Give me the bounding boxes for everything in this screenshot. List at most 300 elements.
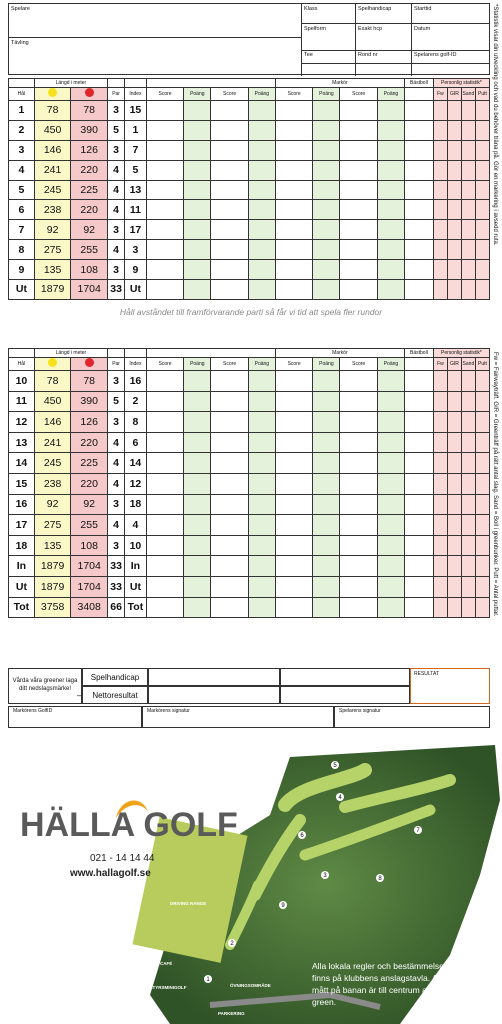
stat-input-cell[interactable] [461,432,475,453]
poang-input-cell[interactable] [313,220,340,240]
score-input-cell[interactable] [211,515,249,536]
stat-input-cell[interactable] [447,576,461,597]
poang-input-cell[interactable] [313,260,340,280]
score-input-cell[interactable] [211,556,249,577]
score-input-cell[interactable] [146,200,184,220]
poang-input-cell[interactable] [378,280,405,300]
bastboll-header: Bästboll [404,79,433,88]
bastboll-input-cell[interactable] [404,200,433,220]
poang-label: Poäng [248,358,275,371]
stat-input-cell[interactable] [447,240,461,260]
score-input-cell[interactable] [275,371,313,392]
score-input-cell[interactable] [146,494,184,515]
poang-input-cell[interactable] [378,120,405,140]
score-input-cell[interactable] [146,180,184,200]
score-input-cell[interactable] [340,473,378,494]
bastboll-input-cell[interactable] [404,556,433,577]
stat-input-cell[interactable] [433,432,447,453]
poang-input-cell[interactable] [313,453,340,474]
stat-input-cell[interactable] [475,120,489,140]
score-input-cell[interactable] [275,515,313,536]
resultat-box[interactable] [410,668,490,704]
poang-input-cell[interactable] [184,101,211,121]
poang-input-cell[interactable] [248,576,275,597]
score-input-cell[interactable] [340,260,378,280]
bastboll-input-cell[interactable] [404,220,433,240]
poang-input-cell[interactable] [378,140,405,160]
score-input-cell[interactable] [146,556,184,577]
poang-input-cell[interactable] [248,473,275,494]
poang-input-cell[interactable] [184,494,211,515]
website-link[interactable]: www.hallagolf.se [70,868,151,879]
score-input-cell[interactable] [340,220,378,240]
score-input-cell[interactable] [340,140,378,160]
stat-input-cell[interactable] [447,280,461,300]
score-input-cell[interactable] [340,120,378,140]
stat-input-cell[interactable] [447,556,461,577]
hole-cell: 14 [9,453,35,474]
stat-input-cell[interactable] [447,371,461,392]
poang-input-cell[interactable] [313,391,340,412]
poang-input-cell[interactable] [378,101,405,121]
stat-input-cell[interactable] [461,120,475,140]
bastboll-input-cell[interactable] [404,412,433,433]
poang-input-cell[interactable] [248,280,275,300]
stat-input-cell[interactable] [433,140,447,160]
poang-input-cell[interactable] [378,473,405,494]
stat-input-cell[interactable] [475,453,489,474]
poang-input-cell[interactable] [248,260,275,280]
score-input-cell[interactable] [275,556,313,577]
stat-input-cell[interactable] [475,494,489,515]
score-input-cell[interactable] [340,494,378,515]
poang-input-cell[interactable] [184,432,211,453]
poang-input-cell[interactable] [313,371,340,392]
poang-input-cell[interactable] [248,412,275,433]
poang-input-cell[interactable] [378,220,405,240]
score-input-cell[interactable] [340,240,378,260]
poang-input-cell[interactable] [184,597,211,618]
score-input-cell[interactable] [275,576,313,597]
poang-input-cell[interactable] [313,432,340,453]
score-input-cell[interactable] [275,200,313,220]
bastboll-input-cell[interactable] [404,597,433,618]
stat-input-cell[interactable] [461,220,475,240]
poang-input-cell[interactable] [184,535,211,556]
score-input-cell[interactable] [211,597,249,618]
stat-input-cell[interactable] [447,220,461,240]
poang-input-cell[interactable] [313,597,340,618]
stat-input-cell[interactable] [447,391,461,412]
stat-input-cell[interactable] [475,432,489,453]
bastboll-input-cell[interactable] [404,432,433,453]
score-input-cell[interactable] [146,535,184,556]
score-input-cell[interactable] [275,432,313,453]
bastboll-input-cell[interactable] [404,180,433,200]
stat-input-cell[interactable] [447,453,461,474]
bastboll-input-cell[interactable] [404,473,433,494]
score-input-cell[interactable] [211,576,249,597]
score-input-cell[interactable] [146,453,184,474]
stat-input-cell[interactable] [475,391,489,412]
score-input-cell[interactable] [146,220,184,240]
poang-input-cell[interactable] [184,120,211,140]
score-input-cell[interactable] [275,453,313,474]
score-input-cell[interactable] [211,220,249,240]
stat-input-cell[interactable] [433,160,447,180]
poang-input-cell[interactable] [184,391,211,412]
stat-input-cell[interactable] [461,180,475,200]
bastboll-input-cell[interactable] [404,120,433,140]
stat-input-cell[interactable] [461,140,475,160]
stat-input-cell[interactable] [433,180,447,200]
score-input-cell[interactable] [211,494,249,515]
poang-input-cell[interactable] [378,160,405,180]
poang-input-cell[interactable] [248,371,275,392]
stat-input-cell[interactable] [475,412,489,433]
putt-label: Putt [475,88,489,101]
spelhandicap-field[interactable] [148,668,280,686]
poang-input-cell[interactable] [184,515,211,536]
stat-input-cell[interactable] [433,391,447,412]
stat-input-cell[interactable] [475,220,489,240]
score-input-cell[interactable] [275,473,313,494]
stat-input-cell[interactable] [433,556,447,577]
score-input-cell[interactable] [340,412,378,433]
score-input-cell[interactable] [275,220,313,240]
score-input-cell[interactable] [211,453,249,474]
poang-input-cell[interactable] [248,240,275,260]
stat-input-cell[interactable] [475,597,489,618]
score-input-cell[interactable] [146,280,184,300]
stat-input-cell[interactable] [433,371,447,392]
stat-input-cell[interactable] [447,432,461,453]
poang-input-cell[interactable] [248,140,275,160]
score-input-cell[interactable] [275,535,313,556]
stat-input-cell[interactable] [475,200,489,220]
poang-input-cell[interactable] [184,260,211,280]
score-input-cell[interactable] [340,200,378,220]
poang-input-cell[interactable] [378,180,405,200]
stat-input-cell[interactable] [475,535,489,556]
score-input-cell[interactable] [146,576,184,597]
poang-input-cell[interactable] [184,453,211,474]
stat-input-cell[interactable] [461,412,475,433]
stat-input-cell[interactable] [447,597,461,618]
poang-input-cell[interactable] [184,180,211,200]
score-input-cell[interactable] [146,412,184,433]
score-input-cell[interactable] [211,140,249,160]
score-input-cell[interactable] [146,371,184,392]
poang-input-cell[interactable] [248,494,275,515]
stat-input-cell[interactable] [461,576,475,597]
poang-input-cell[interactable] [378,453,405,474]
stat-input-cell[interactable] [475,280,489,300]
score-input-cell[interactable] [340,101,378,121]
poang-input-cell[interactable] [248,120,275,140]
score-input-cell[interactable] [211,432,249,453]
score-input-cell[interactable] [340,535,378,556]
stat-input-cell[interactable] [433,120,447,140]
poang-input-cell[interactable] [248,180,275,200]
poang-input-cell[interactable] [248,101,275,121]
score-input-cell[interactable] [275,391,313,412]
score-input-cell[interactable] [146,140,184,160]
score-input-cell[interactable] [275,597,313,618]
score-input-cell[interactable] [275,494,313,515]
stat-input-cell[interactable] [475,260,489,280]
poang-input-cell[interactable] [248,515,275,536]
stat-input-cell[interactable] [461,556,475,577]
poang-input-cell[interactable] [184,473,211,494]
stat-input-cell[interactable] [447,515,461,536]
score-input-cell[interactable] [340,371,378,392]
poang-input-cell[interactable] [184,140,211,160]
markor-signatur-field[interactable] [142,706,334,728]
score-input-cell[interactable] [146,160,184,180]
score-input-cell[interactable] [340,597,378,618]
score-input-cell[interactable] [211,240,249,260]
score-input-cell[interactable] [211,260,249,280]
poang-input-cell[interactable] [313,200,340,220]
stat-input-cell[interactable] [433,473,447,494]
score-input-cell[interactable] [275,180,313,200]
stat-input-cell[interactable] [475,556,489,577]
poang-input-cell[interactable] [184,371,211,392]
stat-input-cell[interactable] [475,576,489,597]
stat-input-cell[interactable] [461,160,475,180]
score-input-cell[interactable] [340,576,378,597]
poang-input-cell[interactable] [184,240,211,260]
score-input-cell[interactable] [146,260,184,280]
bastboll-input-cell[interactable] [404,535,433,556]
stat-input-cell[interactable] [461,101,475,121]
stat-input-cell[interactable] [433,240,447,260]
spelarens-signatur-field[interactable] [334,706,490,728]
stat-input-cell[interactable] [447,535,461,556]
spelhandicap-field-2[interactable] [280,668,410,686]
stat-input-cell[interactable] [461,453,475,474]
poang-input-cell[interactable] [313,556,340,577]
poang-input-cell[interactable] [378,240,405,260]
stat-input-cell[interactable] [475,240,489,260]
score-input-cell[interactable] [275,240,313,260]
stat-input-cell[interactable] [433,535,447,556]
poang-input-cell[interactable] [378,597,405,618]
score-input-cell[interactable] [146,432,184,453]
poang-input-cell[interactable] [248,556,275,577]
stat-input-cell[interactable] [447,200,461,220]
score-input-cell[interactable] [211,412,249,433]
score-input-cell[interactable] [211,120,249,140]
score-input-cell[interactable] [146,515,184,536]
stat-input-cell[interactable] [475,140,489,160]
poang-input-cell[interactable] [378,535,405,556]
stat-input-cell[interactable] [475,160,489,180]
poang-input-cell[interactable] [378,515,405,536]
stat-input-cell[interactable] [433,597,447,618]
score-input-cell[interactable] [211,473,249,494]
stat-input-cell[interactable] [461,260,475,280]
score-input-cell[interactable] [275,160,313,180]
bastboll-input-cell[interactable] [404,515,433,536]
poang-input-cell[interactable] [378,576,405,597]
stat-input-cell[interactable] [461,515,475,536]
stat-input-cell[interactable] [433,220,447,240]
poang-input-cell[interactable] [184,200,211,220]
poang-input-cell[interactable] [313,576,340,597]
poang-input-cell[interactable] [313,160,340,180]
score-input-cell[interactable] [211,280,249,300]
poang-input-cell[interactable] [378,494,405,515]
poang-input-cell[interactable] [378,260,405,280]
poang-input-cell[interactable] [248,200,275,220]
poang-input-cell[interactable] [184,576,211,597]
stat-input-cell[interactable] [447,120,461,140]
poang-input-cell[interactable] [248,535,275,556]
score-input-cell[interactable] [340,180,378,200]
score-input-cell[interactable] [340,515,378,536]
bastboll-input-cell[interactable] [404,494,433,515]
markor-golfid-field[interactable] [8,706,142,728]
score-input-cell[interactable] [211,180,249,200]
score-input-cell[interactable] [275,280,313,300]
bastboll-input-cell[interactable] [404,140,433,160]
poang-input-cell[interactable] [313,412,340,433]
score-input-cell[interactable] [211,391,249,412]
poang-input-cell[interactable] [184,160,211,180]
stat-input-cell[interactable] [461,535,475,556]
poang-input-cell[interactable] [378,412,405,433]
bastboll-input-cell[interactable] [404,371,433,392]
score-input-cell[interactable] [211,535,249,556]
poang-input-cell[interactable] [313,473,340,494]
stat-input-cell[interactable] [433,101,447,121]
stat-input-cell[interactable] [433,280,447,300]
stat-input-cell[interactable] [475,180,489,200]
score-input-cell[interactable] [275,412,313,433]
poang-input-cell[interactable] [248,220,275,240]
bastboll-input-cell[interactable] [404,280,433,300]
score-input-cell[interactable] [275,260,313,280]
poang-input-cell[interactable] [313,240,340,260]
score-input-cell[interactable] [340,432,378,453]
nettoresultat-field-2[interactable] [280,686,410,704]
score-input-cell[interactable] [275,140,313,160]
stat-input-cell[interactable] [475,515,489,536]
poang-input-cell[interactable] [313,515,340,536]
stat-input-cell[interactable] [447,101,461,121]
bastboll-input-cell[interactable] [404,260,433,280]
stat-input-cell[interactable] [461,280,475,300]
stat-input-cell[interactable] [447,180,461,200]
bastboll-input-cell[interactable] [404,101,433,121]
poang-input-cell[interactable] [313,280,340,300]
stat-input-cell[interactable] [475,101,489,121]
stat-input-cell[interactable] [461,371,475,392]
score-input-cell[interactable] [146,101,184,121]
score-input-cell[interactable] [211,200,249,220]
stat-input-cell[interactable] [433,515,447,536]
score-input-cell[interactable] [340,453,378,474]
stat-input-cell[interactable] [447,260,461,280]
score-input-cell[interactable] [340,391,378,412]
bastboll-input-cell[interactable] [404,160,433,180]
poang-input-cell[interactable] [313,101,340,121]
score-input-cell[interactable] [211,160,249,180]
stat-input-cell[interactable] [433,412,447,433]
score-input-cell[interactable] [146,240,184,260]
bastboll-input-cell[interactable] [404,576,433,597]
poang-input-cell[interactable] [313,120,340,140]
poang-input-cell[interactable] [313,494,340,515]
stat-input-cell[interactable] [433,200,447,220]
bastboll-input-cell[interactable] [404,453,433,474]
stat-input-cell[interactable] [447,140,461,160]
score-input-cell[interactable] [146,120,184,140]
poang-input-cell[interactable] [184,280,211,300]
score-input-cell[interactable] [146,391,184,412]
score-input-cell[interactable] [275,120,313,140]
score-input-cell[interactable] [211,101,249,121]
stat-input-cell[interactable] [447,160,461,180]
poang-input-cell[interactable] [313,180,340,200]
stat-input-cell[interactable] [475,371,489,392]
nettoresultat-field[interactable] [148,686,280,704]
poang-input-cell[interactable] [378,556,405,577]
stat-input-cell[interactable] [447,494,461,515]
stat-input-cell[interactable] [433,453,447,474]
score-input-cell[interactable] [211,371,249,392]
poang-input-cell[interactable] [313,140,340,160]
score-input-cell[interactable] [340,280,378,300]
score-label: Score [340,88,378,101]
stat-input-cell[interactable] [461,473,475,494]
stat-input-cell[interactable] [433,576,447,597]
stat-input-cell[interactable] [447,473,461,494]
poang-input-cell[interactable] [248,160,275,180]
poang-input-cell[interactable] [184,556,211,577]
stat-input-cell[interactable] [475,473,489,494]
bastboll-input-cell[interactable] [404,240,433,260]
stat-input-cell[interactable] [433,494,447,515]
poang-input-cell[interactable] [313,535,340,556]
score-input-cell[interactable] [146,473,184,494]
stat-input-cell[interactable] [461,494,475,515]
score-input-cell[interactable] [146,597,184,618]
poang-input-cell[interactable] [184,220,211,240]
stat-input-cell[interactable] [461,391,475,412]
poang-input-cell[interactable] [378,200,405,220]
stat-input-cell[interactable] [461,200,475,220]
score-input-cell[interactable] [340,556,378,577]
stat-input-cell[interactable] [433,260,447,280]
stat-input-cell[interactable] [461,240,475,260]
bastboll-input-cell[interactable] [404,391,433,412]
score-input-cell[interactable] [340,160,378,180]
poang-input-cell[interactable] [378,371,405,392]
poang-input-cell[interactable] [184,412,211,433]
poang-input-cell[interactable] [248,453,275,474]
stat-input-cell[interactable] [461,597,475,618]
poang-input-cell[interactable] [378,432,405,453]
stat-input-cell[interactable] [447,412,461,433]
score-input-cell[interactable] [275,101,313,121]
poang-input-cell[interactable] [248,391,275,412]
poang-input-cell[interactable] [378,391,405,412]
poang-input-cell[interactable] [248,432,275,453]
poang-input-cell[interactable] [248,597,275,618]
